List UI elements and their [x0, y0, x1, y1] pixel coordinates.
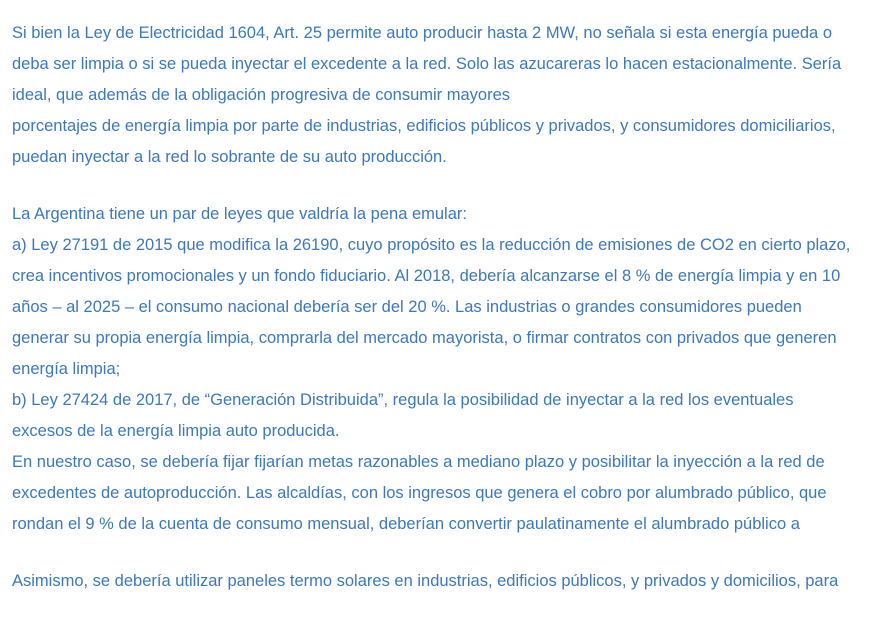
text-line: excesos de la energía limpia auto producida. [12, 422, 340, 440]
text-line: porcentajes de energía limpia por parte de industrias, edificios públicos y privados, y consumidores domiciliarios, [12, 117, 836, 135]
paragraph-termo-solares [12, 566, 896, 597]
text-line: Asimismo, se debería utilizar paneles termo solares en industrias, edificios públicos, y privados y domicilios, para [12, 572, 839, 590]
text-line: a) Ley 27191 de 2015 que modifica la 26190, cuyo propósito es la reducción de emisiones de CO2 en cierto plazo, [12, 236, 851, 254]
text-line: ideal, que además de la obligación progresiva de consumir mayores [12, 86, 511, 104]
text-line: puedan inyectar a la red lo sobrante de su auto producción. [12, 148, 447, 166]
text-line: La Argentina tiene un par de leyes que valdría la pena emular: [12, 205, 467, 223]
text-line: En nuestro caso, se debería fijar fijarían metas razonables a mediano plazo y posibilitar la inyección a la red de [12, 453, 825, 471]
text-line: generar su propia energía limpia, comprarla del mercado mayorista, o firmar contratos con privados que generen [12, 329, 837, 347]
text-line: años – al 2025 – el consumo nacional debería ser del 20 %. Las industrias o grandes consumidores pueden [12, 298, 802, 316]
paragraph-spacer [12, 540, 896, 566]
text-line: excedentes de autoproducción. Las alcaldías, con los ingresos que genera el cobro por alumbrado público, que [12, 484, 827, 502]
article-body [12, 18, 896, 597]
paragraph-spacer [12, 173, 896, 199]
text-line: rondan el 9 % de la cuenta de consumo mensual, deberían convertir paulatinamente el alumbrado público a [12, 515, 800, 533]
text-line: Si bien la Ley de Electricidad 1604, Art. 25 permite auto producir hasta 2 MW, no señala si esta energía pueda o [12, 24, 832, 42]
paragraph-argentina-leyes [12, 199, 896, 540]
paragraph-ley-electricidad [12, 18, 896, 173]
text-line: energía limpia; [12, 360, 121, 378]
text-line: b) Ley 27424 de 2017, de “Generación Distribuida”, regula la posibilidad de inyectar a la red los eventuales [12, 391, 794, 409]
text-line: crea incentivos promocionales y un fondo fiduciario. Al 2018, debería alcanzarse el 8 % de energía limpia y en 10 [12, 267, 841, 285]
text-line: deba ser limpia o si se pueda inyectar el excedente a la red. Solo las azucareras lo hacen estacionalmente. Sería [12, 55, 842, 73]
